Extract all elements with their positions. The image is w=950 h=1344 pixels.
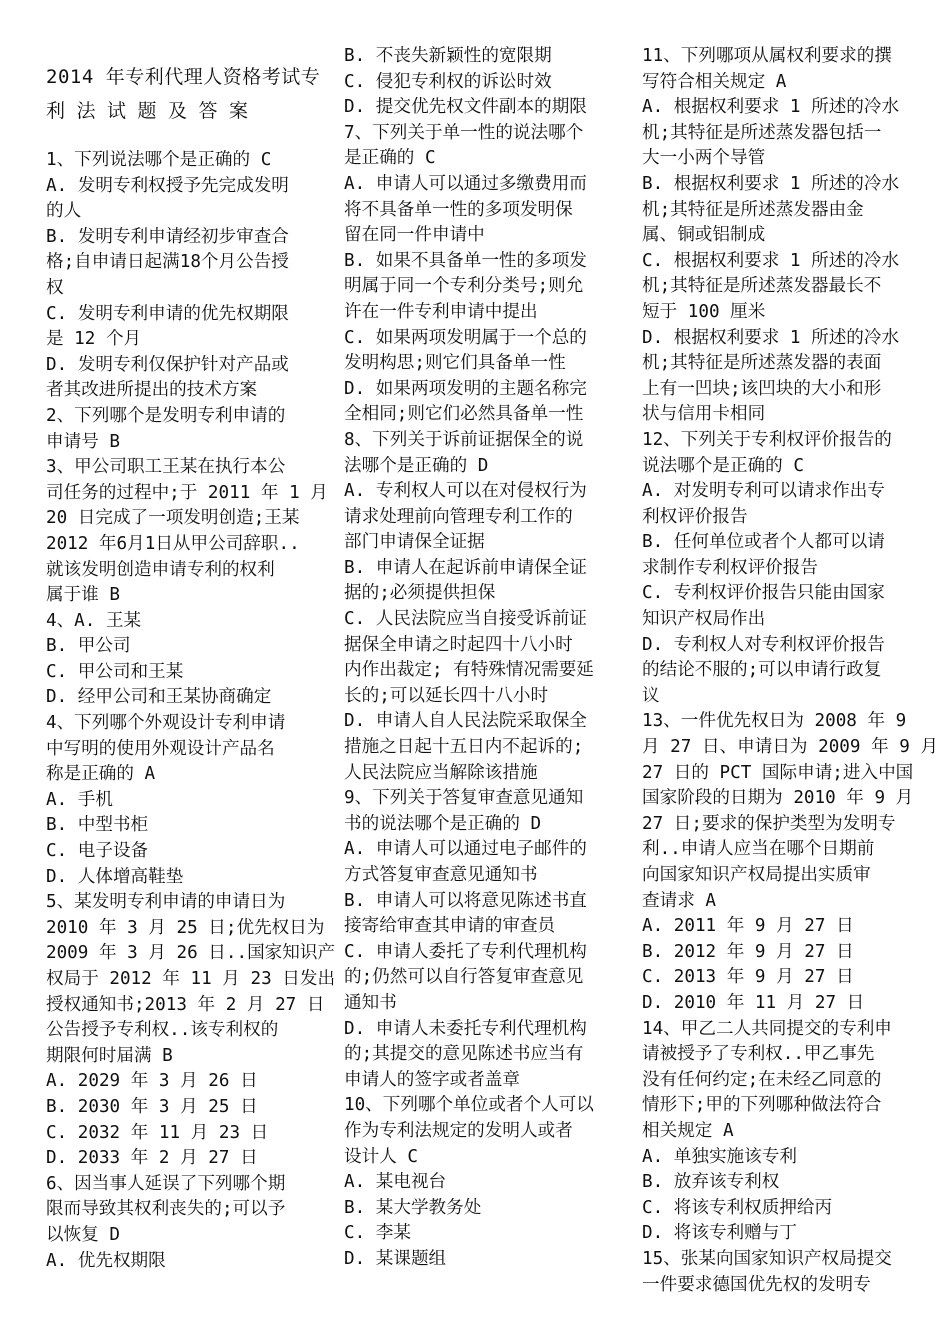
text-line: 通知书 — [344, 992, 397, 1013]
text-line: A. 发明专利权授予先完成发明 — [46, 175, 289, 196]
text-line: A. 手机 — [46, 789, 113, 810]
text-line: C. 李某 — [344, 1223, 411, 1244]
text-line: C. 如果两项发明属于一个总的 — [344, 327, 587, 348]
text-line: 5、某发明专利申请的申请日为 — [46, 892, 286, 913]
document-title-line-1: 2014 年专利代理人资格考试专 — [46, 66, 321, 88]
text-line: 格;自申请日起满18个月公告授 — [46, 252, 289, 273]
text-line: 据的;必须提供担保 — [344, 583, 496, 604]
text-line: 内作出裁定; 有特殊情况需要延 — [344, 660, 594, 681]
text-line: 27 日的 PCT 国际申请;进入中国 — [642, 762, 914, 783]
text-line: 2009 年 3 月 26 日..国家知识产 — [46, 943, 336, 964]
text-line: 以恢复 D — [46, 1224, 120, 1245]
text-line: D. 专利权人对专利权评价报告 — [642, 634, 885, 655]
text-line: D. 某课题组 — [344, 1248, 447, 1269]
text-column-3 — [642, 44, 939, 1298]
text-line: 大一小两个导管 — [642, 148, 766, 169]
text-line: 月 27 日、申请日为 2009 年 9 月 — [642, 737, 939, 758]
title-spacer — [46, 128, 308, 148]
text-line: 情形下;甲的下列哪种做法符合 — [642, 1095, 882, 1116]
text-line: D. 申请人未委托专利代理机构 — [344, 1018, 587, 1039]
text-line: 状与信用卡相同 — [642, 404, 766, 425]
text-line: B. 甲公司 — [46, 636, 131, 657]
text-column-1 — [46, 44, 336, 1274]
text-line: 6、因当事人延误了下列哪个期 — [46, 1173, 286, 1194]
text-line: 1、下列说法哪个是正确的 C — [46, 150, 272, 170]
text-line: A. 申请人可以通过多缴费用而 — [344, 173, 587, 194]
text-line: B. 发明专利申请经初步审查合 — [46, 226, 289, 247]
text-line: 就该发明创造申请专利的权利 — [46, 559, 275, 580]
text-line: 查请求 A — [642, 890, 716, 911]
text-line: C. 申请人委托了专利代理机构 — [344, 941, 587, 962]
text-line: 的;仍然可以自行答复审查意见 — [344, 967, 584, 988]
text-line: 2012 年6月1日从甲公司辞职.. — [46, 533, 300, 554]
text-line: B. 根据权利要求 1 所述的冷水 — [642, 173, 900, 194]
text-line: A. 单独实施该专利 — [642, 1146, 797, 1167]
text-line: 上有一凹块;该凹块的大小和形 — [642, 378, 882, 399]
text-line: A. 对发明专利可以请求作出专 — [642, 481, 885, 502]
text-line: 中写明的使用外观设计产品名 — [46, 738, 275, 759]
text-line: C. 根据权利要求 1 所述的冷水 — [642, 250, 900, 271]
text-line: 说法哪个是正确的 C — [642, 455, 804, 476]
text-line: 将不具备单一性的多项发明保 — [344, 199, 573, 220]
text-line: 4、下列哪个外观设计专利申请 — [46, 713, 286, 734]
text-line: 发明构思;则它们具备单一性 — [344, 353, 566, 374]
text-line: 27 日;要求的保护类型为发明专 — [642, 813, 896, 834]
text-line: 的;其提交的意见陈述书应当有 — [344, 1044, 584, 1065]
text-line: 14、甲乙二人共同提交的专利申 — [642, 1018, 892, 1039]
text-line: D. 人体增高鞋垫 — [46, 866, 184, 887]
text-line: 申请号 B — [46, 431, 120, 452]
text-line: D. 2033 年 2 月 27 日 — [46, 1148, 258, 1169]
text-line: 机;其特征是所述蒸发器的表面 — [642, 353, 882, 374]
text-line: B. 放弃该专利权 — [642, 1172, 780, 1193]
text-line: D. 经甲公司和王某协商确定 — [46, 687, 272, 708]
text-line: C. 甲公司和王某 — [46, 661, 184, 682]
text-line: 机;其特征是所述蒸发器由金 — [642, 199, 864, 220]
text-line: 措施之日起十五日内不起诉的; — [344, 737, 584, 758]
text-line: 司任务的过程中;于 2011 年 1 月 — [46, 482, 328, 503]
text-line: 权 — [46, 277, 64, 298]
text-line: B. 中型书柜 — [46, 815, 149, 836]
text-line: 法哪个是正确的 D — [344, 455, 489, 476]
text-line: A. 2011 年 9 月 27 日 — [642, 916, 854, 937]
text-line: 是正确的 C — [344, 148, 436, 169]
text-line: C. 发明专利申请的优先权期限 — [46, 303, 289, 324]
text-line: D. 申请人自人民法院采取保全 — [344, 711, 587, 732]
text-line: 是 12 个月 — [46, 329, 142, 350]
text-line: 8、下列关于诉前证据保全的说 — [344, 429, 584, 450]
text-line: 写符合相关规定 A — [642, 71, 787, 92]
text-line: 2、下列哪个是发明专利申请的 — [46, 405, 286, 426]
text-line: D. 2010 年 11 月 27 日 — [642, 992, 865, 1013]
text-line: D. 如果两项发明的主题名称完 — [344, 378, 587, 399]
text-line: 许在一件专利申请中提出 — [344, 301, 538, 322]
text-line: B. 任何单位或者个人都可以请 — [642, 532, 885, 553]
text-line: 一件要求德国优先权的发明专 — [642, 1274, 871, 1295]
text-column-2 — [344, 44, 612, 1273]
text-line: 没有任何约定;在未经乙同意的 — [642, 1069, 882, 1090]
text-line: B. 申请人在起诉前申请保全证 — [344, 557, 587, 578]
text-line: 据保全申请之时起四十八小时 — [344, 634, 573, 655]
text-line: A. 申请人可以通过电子邮件的 — [344, 839, 587, 860]
text-line: 知识产权局作出 — [642, 609, 766, 630]
text-line: B. 不丧失新颖性的宽限期 — [344, 46, 552, 66]
text-line: A. 根据权利要求 1 所述的冷水 — [642, 97, 900, 118]
document-title-line-2: 利法试题及答案 — [46, 100, 260, 122]
text-line: 13、一件优先权日为 2008 年 9 — [642, 711, 907, 732]
text-line: 利权评价报告 — [642, 506, 748, 527]
text-line: 7、下列关于单一性的说法哪个 — [344, 122, 584, 143]
text-line: 请被授予了专利权..甲乙事先 — [642, 1044, 875, 1065]
text-line: 向国家知识产权局提出实质审 — [642, 865, 871, 885]
text-line: 的结论不服的;可以申请行政复 — [642, 660, 882, 681]
text-line: B. 如果不具备单一性的多项发 — [344, 250, 587, 271]
text-line: 留在同一件申请中 — [344, 225, 485, 246]
text-line: 求制作专利权评价报告 — [642, 557, 818, 578]
text-line: A. 专利权人可以在对侵权行为 — [344, 481, 587, 502]
text-line: 4、A. 王某 — [46, 610, 142, 631]
text-line: 部门申请保全证据 — [344, 532, 485, 553]
text-line: 公告授予专利权..该专利权的 — [46, 1020, 279, 1041]
text-line: 授权通知书;2013 年 2 月 27 日 — [46, 994, 325, 1015]
text-line: 长的;可以延长四十八小时 — [344, 685, 549, 706]
text-line: B. 2030 年 3 月 25 日 — [46, 1096, 258, 1117]
text-line: C. 专利权评价报告只能由国家 — [642, 583, 885, 604]
text-line: 人民法院应当解除该措施 — [344, 762, 538, 783]
text-line: 权局于 2012 年 11 月 23 日发出 — [46, 969, 336, 989]
text-line: 设计人 C — [344, 1146, 418, 1167]
text-line: 15、张某向国家知识产权局提交 — [642, 1248, 892, 1269]
text-line: 限而导致其权利丧失的;可以予 — [46, 1199, 286, 1220]
text-line: 明属于同一个专利分类号;则允 — [344, 276, 584, 297]
text-line: 接寄给审查其申请的审查员 — [344, 916, 556, 937]
text-line: 期限何时届满 B — [46, 1045, 173, 1066]
text-line: 请求处理前向管理专利工作的 — [344, 506, 573, 527]
text-line: A. 优先权期限 — [46, 1250, 166, 1271]
text-line: 3、甲公司职工王某在执行本公 — [46, 457, 286, 478]
text-line: A. 2029 年 3 月 26 日 — [46, 1071, 258, 1092]
text-line: 属、铜或铝制成 — [642, 225, 766, 246]
text-line: 11、下列哪项从属权利要求的撰 — [642, 46, 892, 66]
text-line: 的人 — [46, 201, 82, 222]
text-line: C. 侵犯专利权的诉讼时效 — [344, 71, 552, 92]
text-line: B. 申请人可以将意见陈述书直 — [344, 890, 587, 911]
text-line: 机;其特征是所述蒸发器最长不 — [642, 276, 882, 297]
text-line: A. 某电视台 — [344, 1172, 447, 1193]
text-line: 9、下列关于答复审查意见通知 — [344, 788, 584, 809]
text-line: 方式答复审查意见通知书 — [344, 865, 538, 885]
text-line: 全相同;则它们必然具备单一性 — [344, 404, 584, 425]
text-line: 机;其特征是所述蒸发器包括一 — [642, 122, 882, 143]
text-line: D. 根据权利要求 1 所述的冷水 — [642, 327, 900, 348]
text-line: 申请人的签字或者盖章 — [344, 1069, 520, 1090]
text-line: C. 电子设备 — [46, 841, 149, 862]
text-line: D. 提交优先权文件副本的期限 — [344, 97, 587, 118]
text-line: 10、下列哪个单位或者个人可以 — [344, 1095, 594, 1116]
text-line: 属于谁 B — [46, 585, 120, 606]
text-line: C. 将该专利权质押给丙 — [642, 1197, 833, 1218]
text-line: 称是正确的 A — [46, 764, 156, 785]
text-line: B. 某大学教务处 — [344, 1197, 482, 1218]
text-line: 12、下列关于专利权评价报告的 — [642, 429, 892, 450]
text-line: C. 2013 年 9 月 27 日 — [642, 967, 854, 988]
text-line: 国家阶段的日期为 2010 年 9 月 — [642, 788, 914, 809]
text-line: 利..申请人应当在哪个日期前 — [642, 839, 875, 860]
text-line: D. 将该专利赠与丁 — [642, 1223, 797, 1244]
text-line: D. 发明专利仅保护针对产品或 — [46, 354, 289, 375]
text-line: 者其改进所提出的技术方案 — [46, 380, 258, 401]
text-line: C. 人民法院应当自接受诉前证 — [344, 609, 587, 630]
text-line: 书的说法哪个是正确的 D — [344, 813, 542, 834]
text-line: 议 — [642, 685, 660, 706]
text-line: B. 2012 年 9 月 27 日 — [642, 941, 854, 962]
text-line: 作为专利法规定的发明人或者 — [344, 1120, 573, 1141]
text-line: 相关规定 A — [642, 1120, 734, 1141]
text-line: C. 2032 年 11 月 23 日 — [46, 1122, 269, 1143]
text-line: 短于 100 厘米 — [642, 301, 766, 322]
text-line: 2010 年 3 月 25 日;优先权日为 — [46, 917, 325, 938]
text-line: 20 日完成了一项发明创造;王某 — [46, 508, 300, 529]
